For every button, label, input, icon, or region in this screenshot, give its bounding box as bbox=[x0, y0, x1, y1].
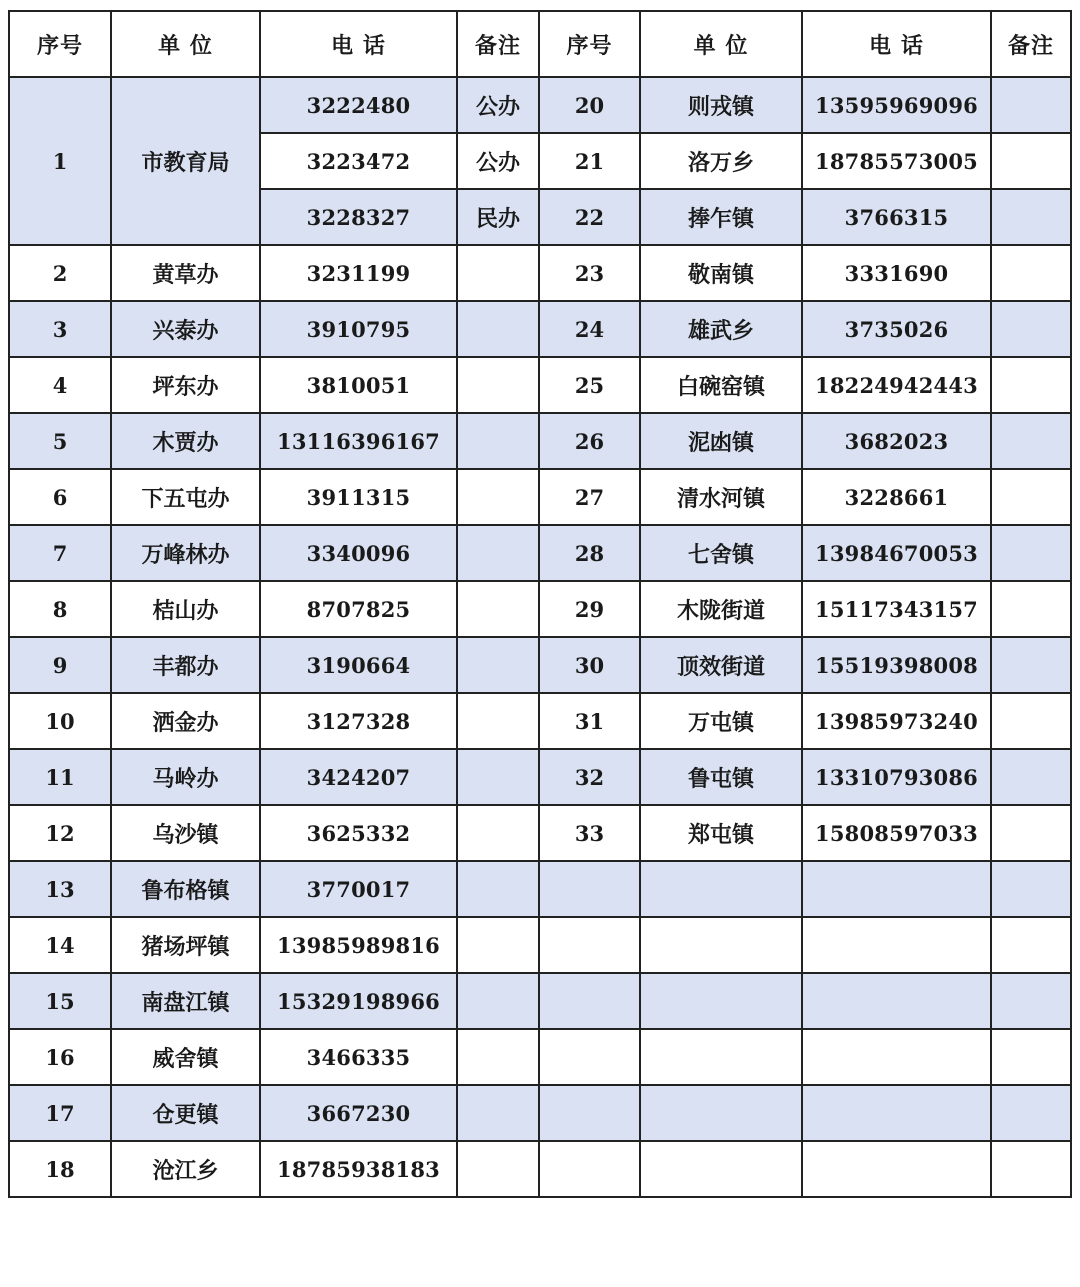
table-row bbox=[9, 693, 1071, 749]
row-unit: 马岭办 bbox=[111, 749, 260, 805]
row-unit: 仓更镇 bbox=[111, 1085, 260, 1141]
row-unit: 木陇街道 bbox=[640, 581, 802, 637]
row-seq: 29 bbox=[539, 581, 640, 637]
row-unit: 雄武乡 bbox=[640, 301, 802, 357]
row-seq bbox=[539, 861, 640, 917]
row-phone: 3127328 bbox=[260, 693, 457, 749]
row-seq: 2 bbox=[9, 245, 111, 301]
row-phone bbox=[802, 1141, 991, 1197]
row-unit: 坪东办 bbox=[111, 357, 260, 413]
row-unit: 洛万乡 bbox=[640, 133, 802, 189]
row-seq bbox=[539, 1141, 640, 1197]
row-phone: 13116396167 bbox=[260, 413, 457, 469]
row-phone: 15329198966 bbox=[260, 973, 457, 1029]
row-note bbox=[457, 413, 539, 469]
row-seq: 7 bbox=[9, 525, 111, 581]
row-note bbox=[991, 1141, 1071, 1197]
row-phone: 18224942443 bbox=[802, 357, 991, 413]
row-phone: 3735026 bbox=[802, 301, 991, 357]
row-unit: 郑屯镇 bbox=[640, 805, 802, 861]
row-unit: 下五屯办 bbox=[111, 469, 260, 525]
row-phone: 3222480 bbox=[260, 77, 457, 133]
row-seq: 8 bbox=[9, 581, 111, 637]
row-note bbox=[991, 413, 1071, 469]
row-seq: 31 bbox=[539, 693, 640, 749]
table-row bbox=[9, 77, 1071, 133]
row-seq bbox=[539, 917, 640, 973]
row-phone: 3766315 bbox=[802, 189, 991, 245]
row-seq: 12 bbox=[9, 805, 111, 861]
table-row bbox=[9, 301, 1071, 357]
row-unit: 乌沙镇 bbox=[111, 805, 260, 861]
row-unit: 则戎镇 bbox=[640, 77, 802, 133]
table-row bbox=[9, 245, 1071, 301]
row-seq: 5 bbox=[9, 413, 111, 469]
header-note: 备注 bbox=[457, 11, 539, 77]
row-phone: 13310793086 bbox=[802, 749, 991, 805]
row-unit: 捧乍镇 bbox=[640, 189, 802, 245]
table-row bbox=[9, 637, 1071, 693]
row-seq: 20 bbox=[539, 77, 640, 133]
row-phone: 15117343157 bbox=[802, 581, 991, 637]
row-note bbox=[991, 805, 1071, 861]
row-seq: 4 bbox=[9, 357, 111, 413]
row-note bbox=[991, 581, 1071, 637]
header-unit: 单 位 bbox=[640, 11, 802, 77]
row-note bbox=[991, 245, 1071, 301]
header-note: 备注 bbox=[991, 11, 1071, 77]
header-seq: 序号 bbox=[9, 11, 111, 77]
row-note bbox=[991, 973, 1071, 1029]
row-phone: 3910795 bbox=[260, 301, 457, 357]
row-note bbox=[457, 357, 539, 413]
row-unit: 木贾办 bbox=[111, 413, 260, 469]
row-unit: 七舍镇 bbox=[640, 525, 802, 581]
row-unit: 威舍镇 bbox=[111, 1029, 260, 1085]
row-unit bbox=[640, 1141, 802, 1197]
row-seq: 15 bbox=[9, 973, 111, 1029]
row-seq: 24 bbox=[539, 301, 640, 357]
row-note bbox=[991, 469, 1071, 525]
row-note bbox=[457, 469, 539, 525]
row-unit: 清水河镇 bbox=[640, 469, 802, 525]
row-phone bbox=[802, 1029, 991, 1085]
contact-table bbox=[8, 10, 1072, 1198]
row-phone: 3625332 bbox=[260, 805, 457, 861]
row-phone: 3466335 bbox=[260, 1029, 457, 1085]
row-seq: 22 bbox=[539, 189, 640, 245]
row-unit: 万峰林办 bbox=[111, 525, 260, 581]
row-unit: 泥凼镇 bbox=[640, 413, 802, 469]
row-note bbox=[457, 1029, 539, 1085]
row-unit: 猪场坪镇 bbox=[111, 917, 260, 973]
row-seq: 13 bbox=[9, 861, 111, 917]
row-seq: 30 bbox=[539, 637, 640, 693]
row-seq: 27 bbox=[539, 469, 640, 525]
row-note: 民办 bbox=[457, 189, 539, 245]
row-phone: 8707825 bbox=[260, 581, 457, 637]
row-note bbox=[457, 917, 539, 973]
row-phone: 13985989816 bbox=[260, 917, 457, 973]
header-unit: 单 位 bbox=[111, 11, 260, 77]
row-phone: 13985973240 bbox=[802, 693, 991, 749]
row-phone: 3682023 bbox=[802, 413, 991, 469]
row-unit: 南盘江镇 bbox=[111, 973, 260, 1029]
header-seq: 序号 bbox=[539, 11, 640, 77]
table-row bbox=[9, 1141, 1071, 1197]
table-row bbox=[9, 1085, 1071, 1141]
row-seq: 11 bbox=[9, 749, 111, 805]
row-unit: 黄草办 bbox=[111, 245, 260, 301]
row-phone: 13984670053 bbox=[802, 525, 991, 581]
row-seq: 9 bbox=[9, 637, 111, 693]
row-unit bbox=[640, 1029, 802, 1085]
row-seq: 6 bbox=[9, 469, 111, 525]
row-seq: 14 bbox=[9, 917, 111, 973]
row-note bbox=[457, 1085, 539, 1141]
row-note bbox=[457, 301, 539, 357]
row-phone: 3911315 bbox=[260, 469, 457, 525]
row-phone: 3228661 bbox=[802, 469, 991, 525]
row-unit: 桔山办 bbox=[111, 581, 260, 637]
row-unit bbox=[640, 917, 802, 973]
row-note bbox=[457, 805, 539, 861]
row-phone: 3190664 bbox=[260, 637, 457, 693]
row-phone bbox=[802, 1085, 991, 1141]
row-unit: 兴泰办 bbox=[111, 301, 260, 357]
row-note bbox=[457, 749, 539, 805]
table-row bbox=[9, 525, 1071, 581]
table-row bbox=[9, 357, 1071, 413]
table-row bbox=[9, 917, 1071, 973]
row-unit: 市教育局 bbox=[111, 77, 260, 245]
row-unit: 敬南镇 bbox=[640, 245, 802, 301]
row-seq: 17 bbox=[9, 1085, 111, 1141]
row-phone: 3810051 bbox=[260, 357, 457, 413]
row-note bbox=[991, 357, 1071, 413]
row-unit bbox=[640, 1085, 802, 1141]
row-note bbox=[457, 973, 539, 1029]
row-unit bbox=[640, 861, 802, 917]
row-note bbox=[991, 77, 1071, 133]
row-seq bbox=[539, 1029, 640, 1085]
row-note bbox=[457, 861, 539, 917]
row-unit: 洒金办 bbox=[111, 693, 260, 749]
row-phone: 18785938183 bbox=[260, 1141, 457, 1197]
row-unit: 沧江乡 bbox=[111, 1141, 260, 1197]
row-phone: 3770017 bbox=[260, 861, 457, 917]
row-note: 公办 bbox=[457, 133, 539, 189]
row-seq: 25 bbox=[539, 357, 640, 413]
row-phone: 15519398008 bbox=[802, 637, 991, 693]
row-seq: 16 bbox=[9, 1029, 111, 1085]
row-note bbox=[991, 637, 1071, 693]
row-note bbox=[457, 525, 539, 581]
row-note: 公办 bbox=[457, 77, 539, 133]
row-unit: 白碗窑镇 bbox=[640, 357, 802, 413]
row-unit: 丰都办 bbox=[111, 637, 260, 693]
header-phone: 电 话 bbox=[260, 11, 457, 77]
table-row bbox=[9, 413, 1071, 469]
row-phone: 3223472 bbox=[260, 133, 457, 189]
row-seq: 21 bbox=[539, 133, 640, 189]
row-phone: 3228327 bbox=[260, 189, 457, 245]
row-unit: 鲁布格镇 bbox=[111, 861, 260, 917]
row-unit: 鲁屯镇 bbox=[640, 749, 802, 805]
row-note bbox=[457, 637, 539, 693]
row-seq bbox=[539, 1085, 640, 1141]
row-phone: 3231199 bbox=[260, 245, 457, 301]
row-phone: 3667230 bbox=[260, 1085, 457, 1141]
row-note bbox=[991, 133, 1071, 189]
row-phone: 15808597033 bbox=[802, 805, 991, 861]
row-seq: 28 bbox=[539, 525, 640, 581]
row-note bbox=[991, 693, 1071, 749]
row-note bbox=[991, 1085, 1071, 1141]
table-row bbox=[9, 805, 1071, 861]
table-row bbox=[9, 749, 1071, 805]
row-seq: 33 bbox=[539, 805, 640, 861]
row-seq: 26 bbox=[539, 413, 640, 469]
row-seq: 23 bbox=[539, 245, 640, 301]
row-note bbox=[991, 1029, 1071, 1085]
row-note bbox=[457, 693, 539, 749]
row-phone bbox=[802, 917, 991, 973]
row-note bbox=[457, 581, 539, 637]
row-note bbox=[991, 525, 1071, 581]
row-seq: 10 bbox=[9, 693, 111, 749]
row-note bbox=[991, 189, 1071, 245]
row-note bbox=[991, 861, 1071, 917]
header-row bbox=[9, 11, 1071, 77]
row-phone: 13595969096 bbox=[802, 77, 991, 133]
table-row bbox=[9, 861, 1071, 917]
table-row bbox=[9, 581, 1071, 637]
row-phone: 3424207 bbox=[260, 749, 457, 805]
row-seq: 32 bbox=[539, 749, 640, 805]
row-phone: 18785573005 bbox=[802, 133, 991, 189]
table-row bbox=[9, 1029, 1071, 1085]
row-note bbox=[991, 749, 1071, 805]
row-seq bbox=[539, 973, 640, 1029]
row-phone bbox=[802, 973, 991, 1029]
table-row bbox=[9, 973, 1071, 1029]
row-note bbox=[457, 1141, 539, 1197]
header-phone: 电 话 bbox=[802, 11, 991, 77]
row-seq: 1 bbox=[9, 77, 111, 245]
row-phone bbox=[802, 861, 991, 917]
table-row bbox=[9, 469, 1071, 525]
row-seq: 3 bbox=[9, 301, 111, 357]
row-phone: 3331690 bbox=[802, 245, 991, 301]
row-note bbox=[991, 917, 1071, 973]
row-seq: 18 bbox=[9, 1141, 111, 1197]
row-unit bbox=[640, 973, 802, 1029]
row-phone: 3340096 bbox=[260, 525, 457, 581]
row-note bbox=[991, 301, 1071, 357]
row-note bbox=[457, 245, 539, 301]
row-unit: 顶效街道 bbox=[640, 637, 802, 693]
row-unit: 万屯镇 bbox=[640, 693, 802, 749]
